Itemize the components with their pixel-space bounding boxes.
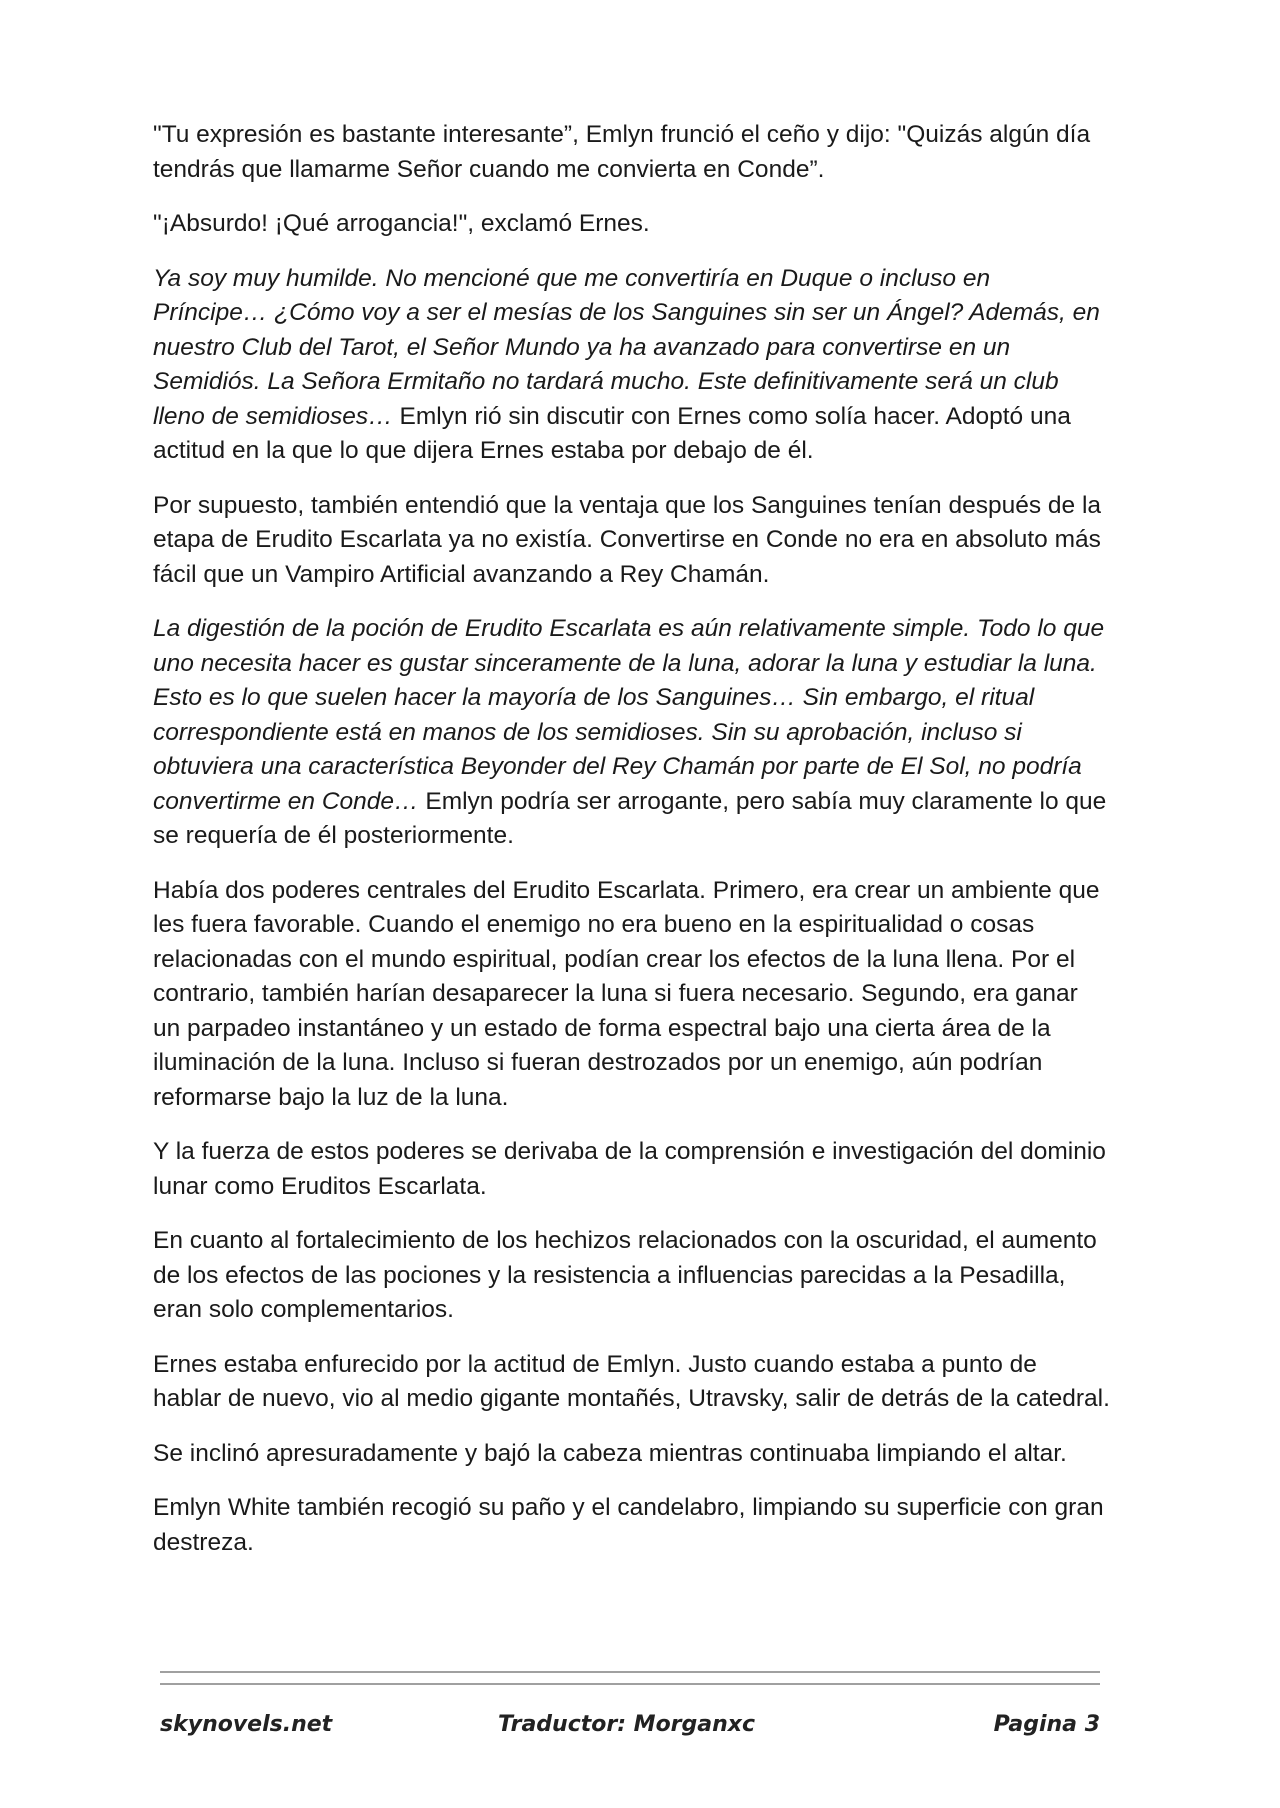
paragraph-8-text: En cuanto al fortalecimiento de los hechizos relacionados con la oscuridad, el aumento de los efectos de las pociones y la resistencia a influencias parecidas a la Pesadilla, eran solo complementarios.: [153, 1227, 1097, 1323]
paragraph-3-italic: Ya soy muy humilde. No mencioné que me convertiría en Duque o incluso en Príncipe… ¿Cómo voy a ser el mesías de los Sanguines sin ser un Ángel? Además, en nuestro Club del Tarot, el Señor Mundo ya ha avanzado para convertirse en un Semidiós. La Señora Ermitaño no tardará mucho. Este definitivamente será un club lleno de semidioses…: [153, 264, 1100, 430]
paragraph-5: [153, 612, 1111, 854]
paragraph-2-text: "¡Absurdo! ¡Qué arrogancia!", exclamó Ernes.: [153, 210, 650, 237]
paragraph-5-italic: La digestión de la poción de Erudito Escarlata es aún relativamente simple. Todo lo que uno necesita hacer es gustar sinceramente de la luna, adorar la luna y estudiar la luna. Esto es lo que suelen hacer la mayoría de los Sanguines… Sin embargo, el ritual correspondiente está en manos de los semidioses. Sin su aprobación, incluso si obtuviera una característica Beyonder del Rey Chamán por parte de El Sol, no podría convertirme en Conde…: [153, 615, 1105, 815]
paragraph-8: [153, 1224, 1111, 1328]
paragraph-4: [153, 489, 1111, 593]
footer-site: skynovels.net: [160, 1712, 333, 1737]
footer-divider-bottom: [160, 1683, 1100, 1685]
paragraph-11-text: Emlyn White también recogió su paño y el candelabro, limpiando su superficie con gran destreza.: [153, 1494, 1104, 1556]
footer-translator: Traductor: Morganxc: [498, 1712, 756, 1737]
page-footer: [160, 1712, 1100, 1752]
paragraph-1-text: "Tu expresión es bastante interesante”, Emlyn frunció el ceño y dijo: "Quizás algún día tendrás que llamarme Señor cuando me convierta en Conde”.: [153, 121, 1091, 183]
paragraph-3-text: Emlyn rió sin discutir con Ernes como solía hacer. Adoptó una actitud en la que lo que dijera Ernes estaba por debajo de él.: [153, 402, 1071, 464]
paragraph-10: [153, 1437, 1111, 1472]
paragraph-9-text: Ernes estaba enfurecido por la actitud de Emlyn. Justo cuando estaba a punto de hablar de nuevo, vio al medio gigante montañés, Utravsky, salir de detrás de la catedral.: [153, 1350, 1110, 1412]
paragraph-2: [153, 207, 1111, 242]
document-body: [153, 118, 1111, 1580]
paragraph-4-text: Por supuesto, también entendió que la ventaja que los Sanguines tenían después de la etapa de Erudito Escarlata ya no existía. Convertirse en Conde no era en absoluto más fácil que un Vampiro Artificial avanzando a Rey Chamán.: [153, 491, 1102, 588]
paragraph-5-text: Emlyn podría ser arrogante, pero sabía muy claramente lo que se requería de él posteriormente.: [153, 787, 1107, 849]
paragraph-7-text: Y la fuerza de estos poderes se derivaba de la comprensión e investigación del dominio lunar como Eruditos Escarlata.: [153, 1138, 1106, 1200]
paragraph-6: [153, 874, 1111, 1116]
paragraph-6-text: Había dos poderes centrales del Erudito Escarlata. Primero, era crear un ambiente que les fuera favorable. Cuando el enemigo no era bueno en la espiritualidad o cosas relacionadas con el mundo espiritual, podían crear los efectos de la luna llena. Por el contrario, también harían desaparecer la luna si fuera necesario. Segundo, era ganar un parpadeo instantáneo y un estado de forma espectral bajo una cierta área de la iluminación de la luna. Incluso si fueran destrozados por un enemigo, aún podrían reformarse bajo la luz de la luna.: [153, 876, 1100, 1111]
paragraph-1: [153, 118, 1111, 187]
paragraph-11: [153, 1491, 1111, 1560]
footer-page-number: Pagina 3: [993, 1712, 1100, 1737]
footer-divider-top: [160, 1671, 1100, 1673]
paragraph-7: [153, 1135, 1111, 1204]
paragraph-3: [153, 262, 1111, 469]
paragraph-9: [153, 1348, 1111, 1417]
paragraph-10-text: Se inclinó apresuradamente y bajó la cabeza mientras continuaba limpiando el altar.: [153, 1439, 1067, 1467]
